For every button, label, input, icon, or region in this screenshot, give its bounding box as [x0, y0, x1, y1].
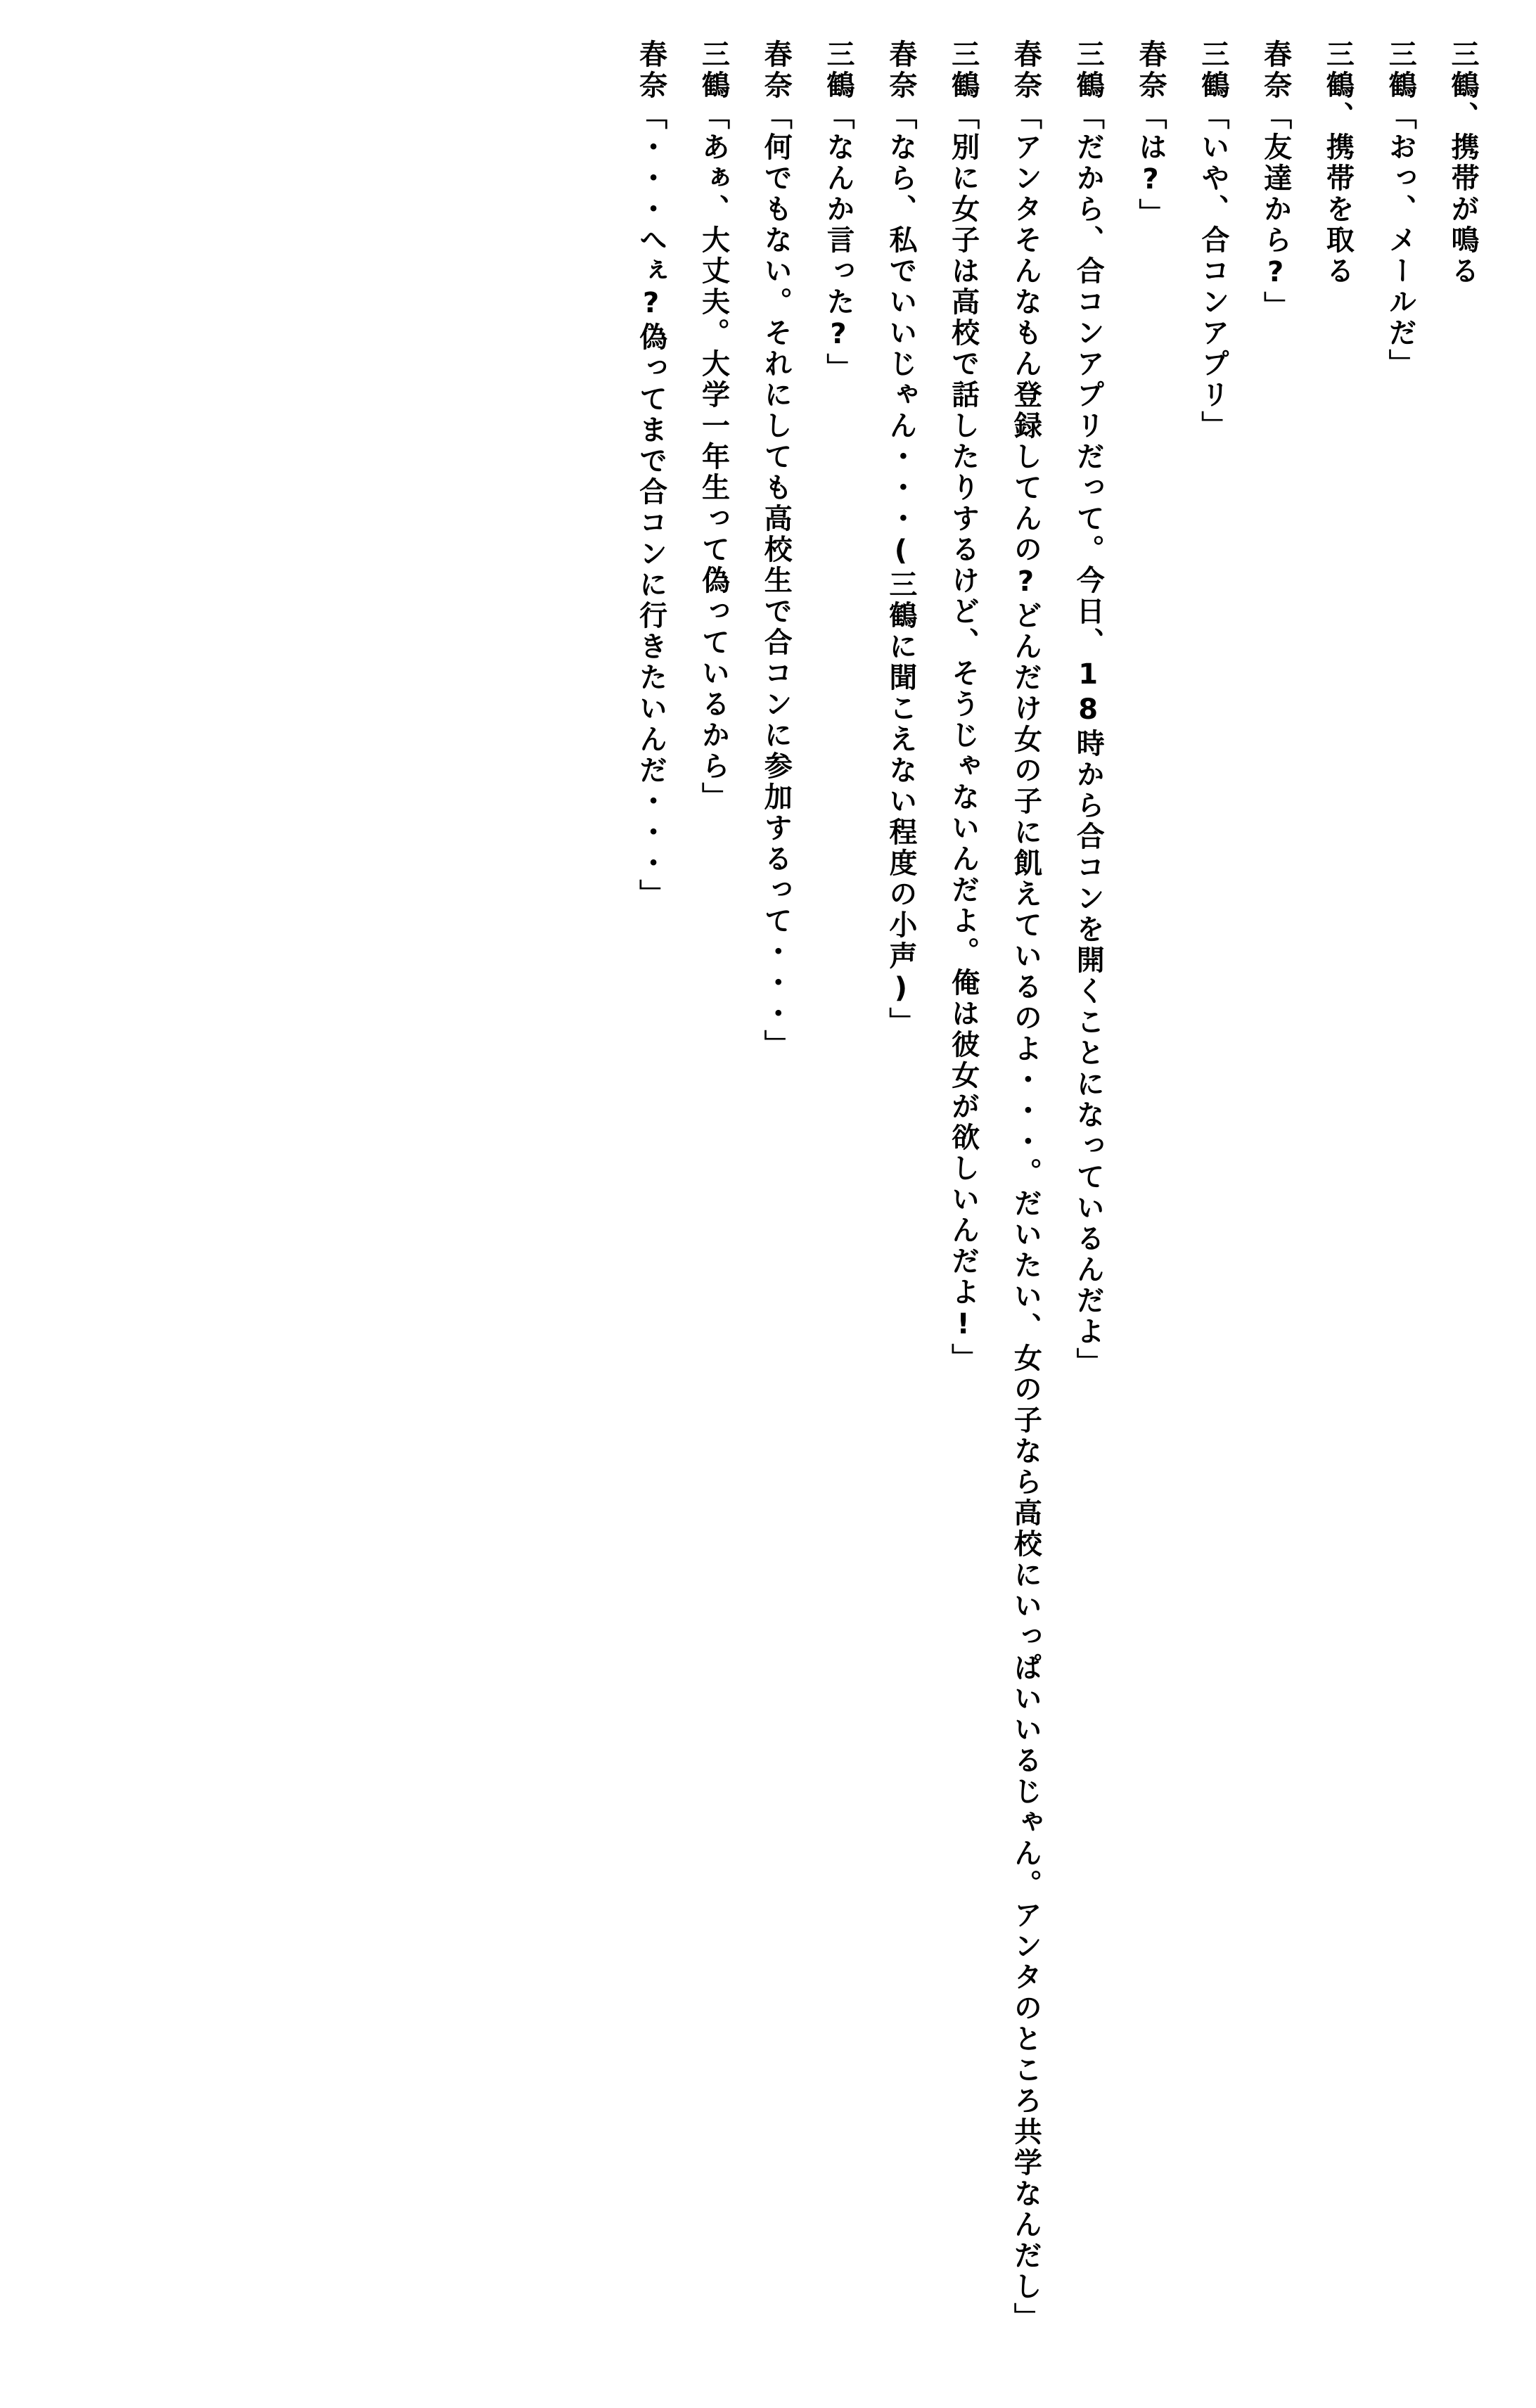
script-line: 三鶴「あぁ、大丈夫。大学一年生って偽っているから」 — [697, 39, 730, 813]
script-line: 春奈「何でもない。それにしても高校生で合コンに参加するって・・・」 — [760, 39, 793, 1061]
script-line: 三鶴「おっ、メールだ」 — [1384, 39, 1417, 380]
script-line: 春奈「は?」 — [1134, 39, 1167, 229]
script-line: 三鶴「なんか言った?」 — [822, 39, 855, 384]
script-line: 三鶴、携帯を取る — [1321, 39, 1355, 287]
script-text-body — [28, 39, 1494, 2380]
script-line: 三鶴、携帯が鳴る — [1447, 39, 1479, 287]
script-line: 春奈「アンタそんなもん登録してんの?どんだけ女の子に飢えているのよ・・・。だいたい、女の子なら高校にいっぱいいるじゃん。アンタのところ共学なんだし」 — [1009, 39, 1042, 2333]
script-line: 春奈「・・・へぇ?偽ってまで合コンに行きたいんだ・・・」 — [634, 39, 667, 910]
script-line: 春奈「友達から?」 — [1259, 39, 1292, 322]
script-line: 三鶴「別に女子は高校で話したりするけど、そうじゃないんだよ。俺は彼女が欲しいんだよ!」 — [947, 39, 980, 1374]
script-line: 三鶴「いや、合コンアプリ」 — [1196, 39, 1229, 442]
script-line: 春奈「なら、私でいいじゃん・・・(三鶴に聞こえない程度の小声)」 — [884, 39, 917, 1038]
script-line: 三鶴「だから、合コンアプリだって。今日、18時から合コンを開くことになっているんだよ」 — [1072, 39, 1105, 1378]
